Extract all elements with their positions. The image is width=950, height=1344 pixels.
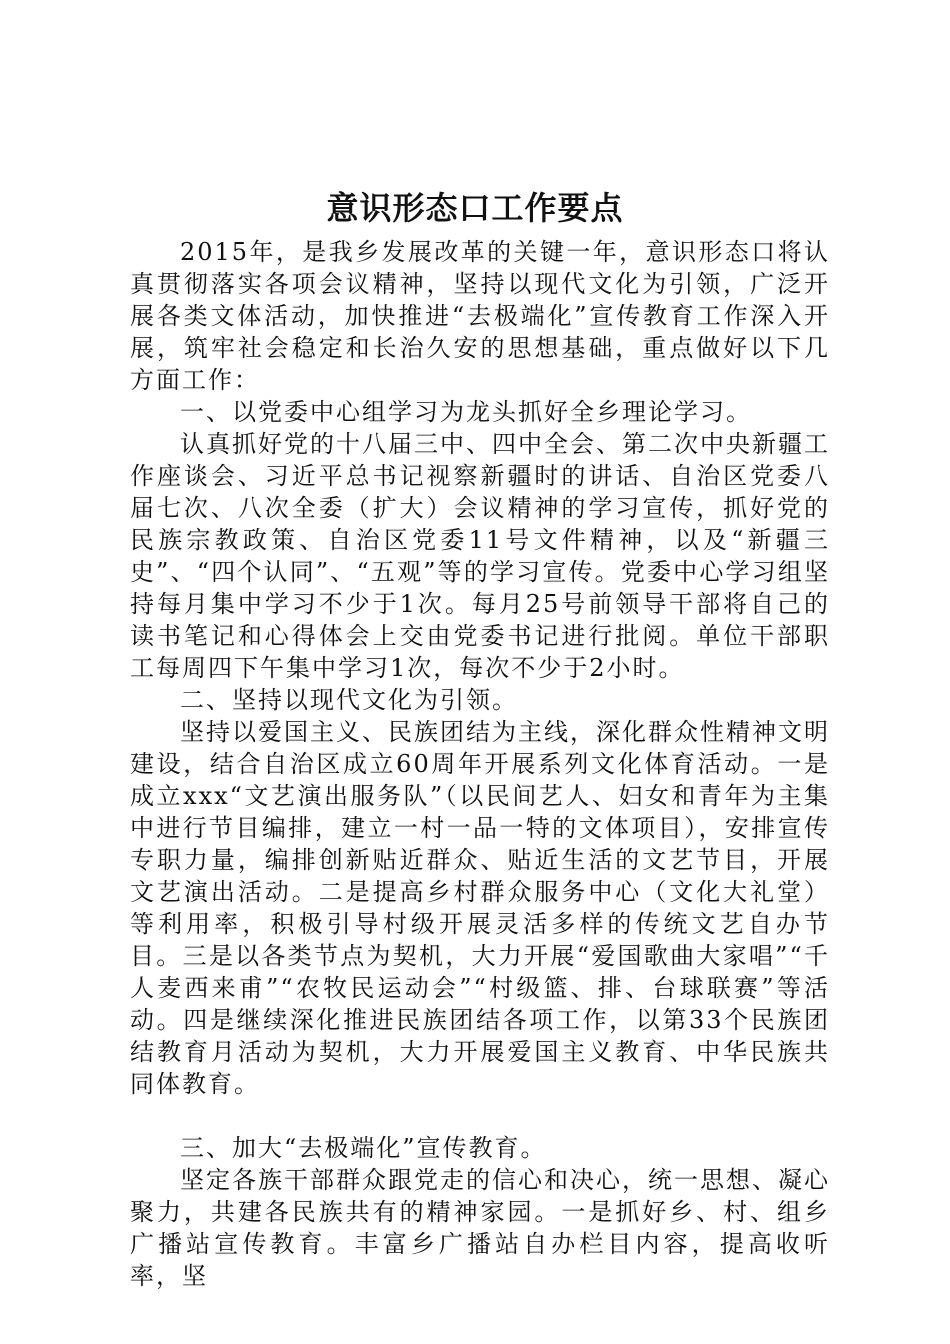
document-body <box>130 236 830 1292</box>
section-heading-1: 一、以党委中心组学习为龙头抓好全乡理论学习。 <box>180 398 752 426</box>
document-title: 意识形态口工作要点 <box>326 189 624 227</box>
paragraph-section-2: 坚持以爱国主义、民族团结为主线，深化群众性精神文明建设，结合自治区成立60周年开展系列文化体育活动。一是成立xxx“文艺演出服务队”（以民间艺人、妇女和青年为主集中进行节目编排，建立一村一品一特的文体项目），安排宣传专职力量，编排创新贴近群众、贴近生活的文艺节目，开展文艺演出活动。二是提高乡村群众服务中心（文化大礼堂）等利用率，积极引导村级开展灵活多样的传统文艺自办节目。三是以各类节点为契机，大力开展“爱国歌曲大家唱”“千人麦西来甫”“农牧民运动会”“村级篮、排、台球联赛”等活动。四是继续深化推进民族团结各项工作，以第33个民族团结教育月活动为契机，大力开展爱国主义教育、中华民族共同体教育。 <box>130 718 830 1098</box>
paragraph-section-1: 认真抓好党的十八届三中、四中全会、第二次中央新疆工作座谈会、习近平总书记视察新疆时的讲话、自治区党委八届七次、八次全委（扩大）会议精神的学习宣传，抓好党的民族宗教政策、自治区党委11号文件精神，以及“新疆三史”、“四个认同”、“五观”等的学习宣传。党委中心学习组坚持每月集中学习不少于1次。每月25号前领导干部将自己的读书笔记和心得体会上交由党委书记进行批阅。单位干部职工每周四下午集中学习1次，每次不少于2小时。 <box>130 430 830 682</box>
section-heading-2: 二、坚持以现代文化为引领。 <box>180 686 518 714</box>
paragraph-intro: 2015年，是我乡发展改革的关键一年，意识形态口将认真贯彻落实各项会议精神，坚持以现代文化为引领，广泛开展各类文体活动，加快推进“去极端化”宣传教育工作深入开展，筑牢社会稳定和长治久安的思想基础，重点做好以下几方面工作： <box>130 238 830 394</box>
section-heading-3: 三、加大“去极端化”宣传教育。 <box>180 1134 547 1162</box>
paragraph-section-3: 坚定各族干部群众跟党走的信心和决心，统一思想、凝心聚力，共建各民族共有的精神家园。一是抓好乡、村、组乡广播站宣传教育。丰富乡广播站自办栏目内容，提高收听率，坚 <box>130 1166 830 1290</box>
